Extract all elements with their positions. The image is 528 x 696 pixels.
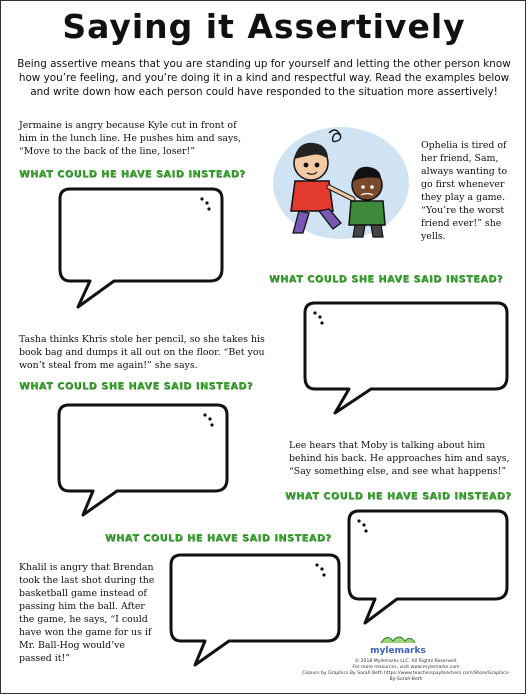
- resources-line: For more resources, visit www.mylemarks.com: [352, 665, 460, 670]
- mylemarks-logo: [370, 633, 426, 656]
- two-kids-illustration: [271, 121, 411, 241]
- scenario-4-prompt: WHAT COULD HE HAVE SAID INSTEAD?: [285, 491, 512, 502]
- scenario-5-answer-bubble[interactable]: [167, 551, 343, 669]
- scenario-2-story: Ophelia is tired of her friend, Sam, always wanting to go first whenever they play a game. “You’re the worst friend ever!” she yells.: [421, 140, 508, 242]
- scenario-4-story: Lee hears that Moby is talking about him behind his back. He approaches him and says, “Say something else, and see what happens!”: [289, 440, 510, 477]
- page-title: Saying it Assertively: [62, 7, 466, 46]
- scenario-3-prompt: WHAT COULD SHE HAVE SAID INSTEAD?: [19, 381, 254, 392]
- scenario-1-prompt: WHAT COULD HE HAVE SAID INSTEAD?: [19, 169, 246, 180]
- scenario-2-answer-bubble[interactable]: [301, 299, 511, 417]
- scenario-4-answer-bubble[interactable]: [345, 507, 511, 627]
- scenario-2-prompt: WHAT COULD SHE HAVE SAID INSTEAD?: [269, 274, 504, 285]
- scenario-1-story: Jermaine is angry because Kyle cut in front of him in the lunch line. He pushes him and says, “Move to the back of the line, loser!”: [19, 120, 242, 157]
- scenario-3-story: Tasha thinks Khris stole her pencil, so she takes his book bag and dumps it all out on the floor. “Bet you won’t steal from me again!” she says.: [19, 334, 265, 371]
- intro-paragraph: Being assertive means that you are standing up for yourself and letting the other person know how you’re feeling, and you’re doing it in a kind and respectful way. Read the examples below and write down how each person could have responded to the situation more assertively!: [17, 58, 511, 98]
- logo-text: mylemarks: [370, 646, 426, 656]
- scenario-5-prompt: WHAT COULD HE HAVE SAID INSTEAD?: [105, 533, 332, 544]
- mylemarks-logo-art: [370, 633, 426, 656]
- copyright-line: © 2018 Mylemarks LLC. All Rights Reserved.: [354, 659, 458, 664]
- scenario-5-story: Khalil is angry that Brendan took the last shot during the basketball game instead of passing him the ball. After the game, he says, “I could have won the game for us if Mr. Ball-Hog would’ve passed it!”: [19, 562, 155, 664]
- scenario-1-answer-bubble[interactable]: [56, 185, 226, 311]
- credit-line: Colours by Graphics By Sarah Beth https://www.teacherspayteachers.com/Store/Graphics-By-Sarah-Beth: [302, 671, 510, 682]
- scenario-3-answer-bubble[interactable]: [55, 401, 231, 519]
- footer-credits: [301, 659, 511, 683]
